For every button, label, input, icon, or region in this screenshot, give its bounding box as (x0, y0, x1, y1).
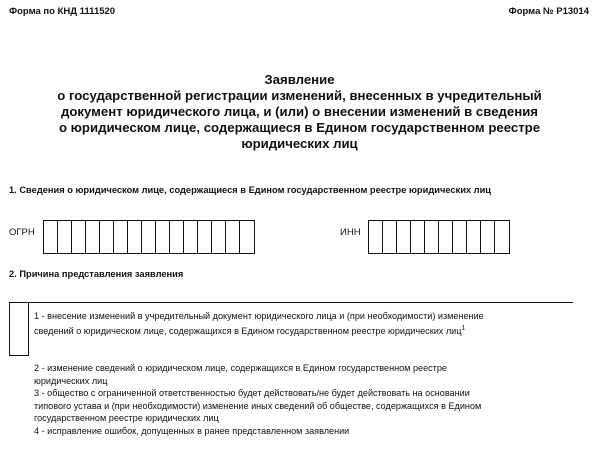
title-line: документ юридического лица, и (или) о внесении изменений в сведения (60, 104, 539, 119)
document-title (0, 72, 599, 152)
inn-cell[interactable] (411, 221, 425, 253)
option-text: 3 - общество с ограниченной ответственностью будет действовать/не будет действовать на основании (34, 388, 470, 399)
inn-input[interactable] (368, 220, 510, 254)
option-text: государственном реестре юридических лиц (34, 413, 219, 424)
title-line: о государственной регистрации изменений, внесенных в учредительный (57, 88, 542, 103)
ogrn-cell[interactable] (58, 221, 72, 253)
ogrn-cell[interactable] (100, 221, 114, 253)
ogrn-cell[interactable] (170, 221, 184, 253)
ogrn-cell[interactable] (128, 221, 142, 253)
option-text: сведений о юридическом лице, содержащихся в Едином государственном реестре юридических лиц (34, 325, 462, 336)
inn-cell[interactable] (397, 221, 411, 253)
section-2-heading: 2. Причина представления заявления (9, 269, 184, 279)
title-line: юридических лиц (241, 136, 358, 151)
inn-cell[interactable] (383, 221, 397, 253)
section-1-heading: 1. Сведения о юридическом лице, содержащиеся в Едином государственном реестре юридических лиц (9, 185, 492, 195)
inn-cell[interactable] (369, 221, 383, 253)
form-number: Форма № Р13014 (508, 6, 589, 17)
reason-option-1 (34, 310, 484, 337)
ogrn-cell[interactable] (44, 221, 58, 253)
separator-line (9, 302, 573, 303)
ogrn-cell[interactable] (184, 221, 198, 253)
title-line: Заявление (264, 72, 335, 87)
ogrn-label: ОГРН (9, 227, 35, 238)
inn-cell[interactable] (481, 221, 495, 253)
ogrn-cell[interactable] (212, 221, 226, 253)
option-text: 2 - изменение сведений о юридическом лице, содержащихся в Едином государственном реестре (34, 363, 447, 373)
ogrn-cell[interactable] (114, 221, 128, 253)
inn-label: ИНН (340, 227, 361, 238)
inn-cell[interactable] (425, 221, 439, 253)
footnote-mark: 1 (461, 324, 466, 332)
ogrn-cell[interactable] (72, 221, 86, 253)
ogrn-cell[interactable] (198, 221, 212, 253)
ogrn-cell[interactable] (156, 221, 170, 253)
option-text: 4 - исправление ошибок, допущенных в ранее представленном заявлении (34, 425, 350, 436)
inn-cell[interactable] (495, 221, 509, 253)
ogrn-cell[interactable] (226, 221, 240, 253)
ogrn-cell[interactable] (86, 221, 100, 253)
ogrn-cell[interactable] (240, 221, 254, 253)
reason-code-box[interactable] (9, 302, 29, 356)
option-text: 1 - внесение изменений в учредительный документ юридического лица и (при необходимости) изменение (34, 311, 484, 321)
ogrn-cell[interactable] (142, 221, 156, 253)
inn-cell[interactable] (453, 221, 467, 253)
reason-option-2 (34, 362, 481, 438)
knd-code: Форма по КНД 1111520 (9, 6, 116, 17)
inn-cell[interactable] (439, 221, 453, 253)
inn-cell[interactable] (467, 221, 481, 253)
option-text: юридических лиц (34, 375, 108, 386)
title-line: о юридическом лице, содержащиеся в Едином государственном реестре (58, 120, 541, 135)
option-text: типового устава и (при необходимости) изменение иных сведений об обществе, содержащихся в Едином (34, 400, 482, 411)
ogrn-input[interactable] (43, 220, 255, 254)
